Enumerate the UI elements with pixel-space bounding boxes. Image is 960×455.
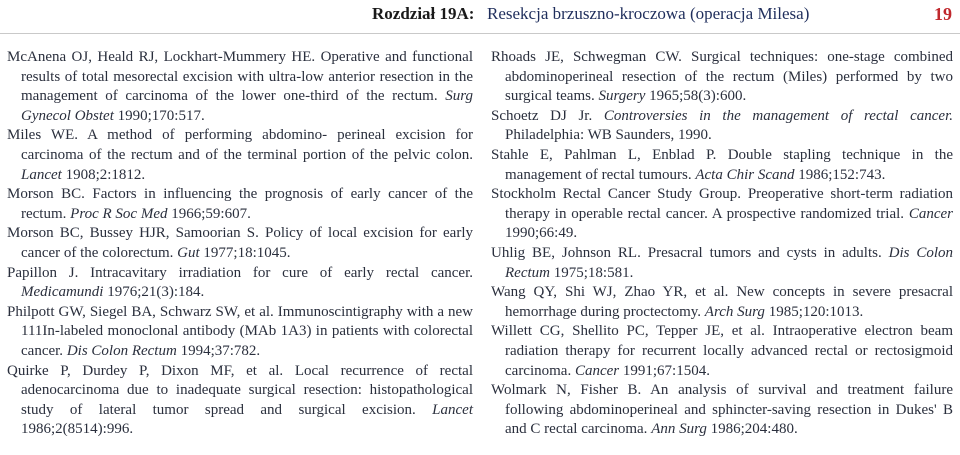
reference-entry: Morson BC, Bussey HJR, Samoorian S. Policy of local excision for early cancer of the colorectum. Gut 1977;18:1045. <box>7 225 473 261</box>
section-title: Resekcja brzuszno-kroczowa (operacja Milesa) <box>487 4 810 23</box>
reference-entry: Wolmark N, Fisher B. An analysis of survival and treatment failure following abdominoperineal and sphincter-saving resection in Dukes' B and C rectal carcinoma. Ann Surg 1986;204:480. <box>491 382 953 438</box>
references-right-column <box>491 48 953 440</box>
reference-entry: Quirke P, Durdey P, Dixon MF, et al. Local recurrence of rectal adenocarcinoma due to inadequate surgical resection: histopathological study of lateral tumor spread and surgical excision. Lancet 1986;2(8514):996. <box>7 362 473 438</box>
page-header <box>0 4 960 26</box>
chapter-label: Rozdział 19A: <box>372 4 475 23</box>
reference-entry: Wang QY, Shi WJ, Zhao YR, et al. New concepts in severe presacral hemorrhage during proctectomy. Arch Surg 1985;120:1013. <box>491 284 953 320</box>
page-number: 19 <box>934 4 952 24</box>
reference-entry: Uhlig BE, Johnson RL. Presacral tumors and cysts in adults. Dis Colon Rectum 1975;18:581. <box>491 244 954 281</box>
reference-entry: Schoetz DJ Jr. Controversies in the management of rectal cancer. Philadelphia: WB Saunders, 1990. <box>491 107 953 144</box>
reference-entry: Miles WE. A method of performing abdomino- perineal excision for carcinoma of the rectum and of the terminal portion of the pelvic colon. Lancet 1908;2:1812. <box>7 127 473 183</box>
reference-entry: Willett CG, Shellito PC, Tepper JE, et al. Intraoperative electron beam radiation therapy for recurrent locally advanced rectal or rectosigmoid carcinoma. Cancer 1991;67:1504. <box>491 323 953 379</box>
reference-entry: Philpott GW, Siegel BA, Schwarz SW, et al. Immunoscintigraphy with a new 111In-labeled monoclonal antibody (MAb 1A3) in patients with colorectal cancer. Dis Colon Rectum 1994;37:782. <box>7 303 473 359</box>
reference-entry: McAnena OJ, Heald RJ, Lockhart-Mummery HE. Operative and functional results of total mesorectal excision with ultra-low anterior resection in the management of carcinoma of the lower one-third of the rectum. Surg Gynecol Obstet 1990;170:517. <box>7 49 473 124</box>
reference-entry: Papillon J. Intracavitary irradiation for cure of early rectal cancer. Medicamundi 1976;21(3):184. <box>7 264 473 301</box>
reference-entry: Stahle E, Pahlman L, Enblad P. Double stapling technique in the management of rectal tumours. Acta Chir Scand 1986;152:743. <box>491 146 953 183</box>
reference-entry: Rhoads JE, Schwegman CW. Surgical techniques: one-stage combined abdominoperineal resection of the rectum (Miles) performed by two surgical teams. Surgery 1965;58(3):600. <box>491 49 953 105</box>
reference-entry: Stockholm Rectal Cancer Study Group. Preoperative short-term radiation therapy in operable rectal cancer. A prospective randomized trial. Cancer 1990;66:49. <box>491 186 953 242</box>
header-divider <box>0 33 960 34</box>
references-left-column <box>7 48 473 440</box>
reference-entry: Morson BC. Factors in influencing the prognosis of early cancer of the rectum. Proc R Soc Med 1966;59:607. <box>7 186 473 222</box>
